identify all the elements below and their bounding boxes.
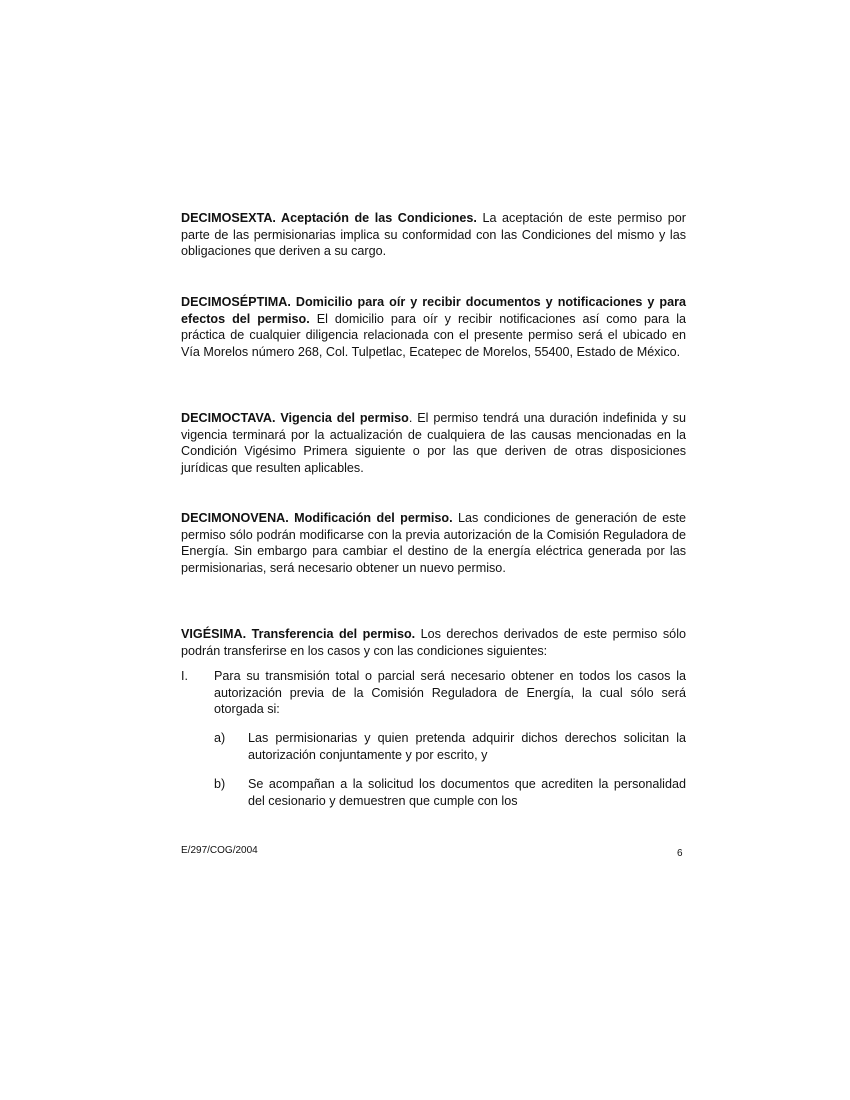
section-decimonovena (181, 510, 686, 576)
section-body: . El permiso tendrá una duración indefinida y su vigencia terminará por la actualización de cualquiera de las causas mencionadas en la Condición Vigésimo Primera siguiente o por las que deriven de otras disposiciones jurídicas que resulten aplicables. (181, 411, 687, 475)
sub-list-item (214, 730, 686, 763)
section-body: La aceptación de este permiso por parte de las permisionarias implica su conformidad con las Condiciones del mismo y las obligaciones que deriven a su cargo. (181, 211, 686, 259)
document-code: E/297/COG/2004 (181, 845, 258, 856)
section-decimoctava (181, 410, 686, 476)
section-body: Los derechos derivados de este permiso sólo podrán transferirse en los casos y con las condiciones siguientes: (181, 627, 686, 658)
section-vigesima (181, 626, 686, 659)
section-heading: DECIMOCTAVA. Vigencia del permiso (181, 411, 409, 425)
sub-list-marker: b) (214, 777, 226, 791)
section-heading: DECIMOSEXTA. Aceptación de las Condiciones. (181, 211, 477, 225)
sub-list-marker: a) (214, 731, 226, 745)
section-body: Las condiciones de generación de este permiso sólo podrán modificarse con la previa autorización de la Comisión Reguladora de Energía. Sin embargo para cambiar el destino de la energía eléctrica generada por las permisionarias, será necesario obtener un nuevo permiso. (181, 511, 686, 575)
list-marker: I. (181, 669, 188, 683)
section-decimoseptima (181, 294, 686, 360)
section-heading: VIGÉSIMA. Transferencia del permiso. (181, 627, 416, 641)
page-number: 6 (677, 848, 683, 859)
sub-list-item-text: Las permisionarias y quien pretenda adquirir dichos derechos solicitan la autorización conjuntamente y por escrito, y (248, 731, 686, 762)
list-item (181, 668, 686, 718)
section-heading: DECIMONOVENA. Modificación del permiso. (181, 511, 453, 525)
sub-list-item (214, 776, 686, 809)
section-decimosexta (181, 210, 686, 260)
section-body: El domicilio para oír y recibir notificaciones así como para la práctica de cualquier diligencia relacionada con el presente permiso será el ubicado en Vía Morelos número 268, Col. Tulpetlac, Ecatepec de Morelos, 55400, Estado de México. (181, 311, 687, 359)
section-heading: DECIMOSÉPTIMA. Domicilio para oír y recibir documentos y notificaciones y para efectos del permiso. (181, 295, 686, 326)
sub-list-item-text: Se acompañan a la solicitud los documentos que acrediten la personalidad del cesionario y demuestren que cumple con los (248, 777, 686, 808)
list-item-text: Para su transmisión total o parcial será necesario obtener en todos los casos la autorización previa de la Comisión Reguladora de Energía, la cual sólo será otorgada si: (214, 669, 686, 717)
